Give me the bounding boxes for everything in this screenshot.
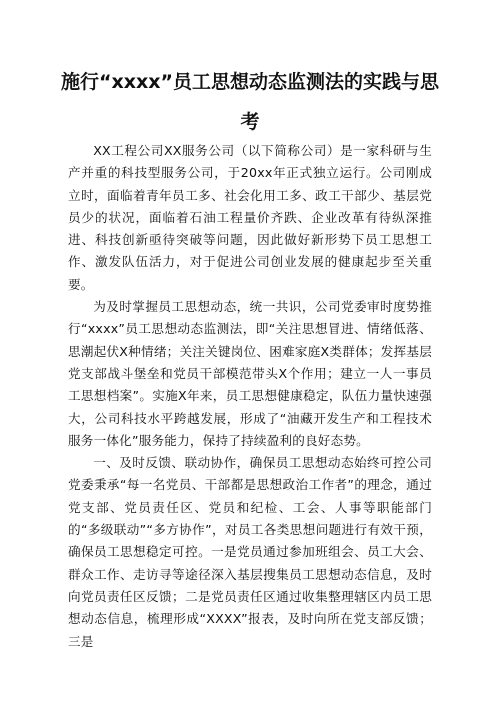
paragraph-method: 为及时掌握员工思想动态，统一共识，公司党委审时度势推行“xxxx”员工思想动态监测法，即“关注思想冒进、情绪低落、思潮起伏X种情绪；关注关键岗位、困难家庭X类群体；发挥基层党支部战斗堡垒和党员干部模范带头X个作用；建立一人一事员工思想档案”。实施X年来，员工思想健康稳定，队伍力量快速强大，公司科技水平跨越发展，形成了“油藏开发生产和工程技术服务一体化”服务能力，保持了持续盈利的良好态势。 (68, 299, 432, 448)
paragraph-intro: XX工程公司XX服务公司（以下简称公司）是一家科研与生产并重的科技型服务公司，于20xx年正式独立运行。公司刚成立时，面临着青年员工多、社会化用工多、政工干部少、基层党员少的状况，面临着石油工程量价齐跌、企业改革有待纵深推进、科技创新亟待突破等问题，因此做好新形势下员工思想工作、激发队伍活力，对于促进公司创业发展的健康起步至关重要。 (68, 143, 432, 292)
document-body (68, 140, 432, 653)
paragraph-section-one: 一、及时反馈、联动协作，确保员工思想动态始终可控公司党委秉承“每一名党员、干部都是思想政治工作者”的理念，通过党支部、党员责任区、党员和纪检、工会、人事等职能部门的“多级联动”“多方协作”，对员工各类思想问题进行有效干预，确保员工思想稳定可控。一是党员通过参加班组会、员工大会、群众工作、走访寻等途径深入基层搜集员工思想动态信息，及时向党员责任区反馈；二是党员责任区通过收集整理辖区内员工思想动态信息，梳理形成“XXXX”报表，及时向所在党支部反馈；三是 (68, 455, 432, 649)
document-title: 施行“xxxx”员工思想动态监测法的实践与思考 (61, 71, 439, 133)
